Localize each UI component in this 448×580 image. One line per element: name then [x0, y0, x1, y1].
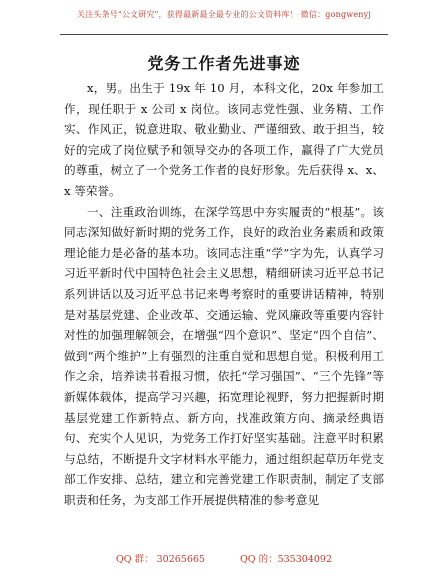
- footer-qq-group: QQ 群： 30265665: [115, 554, 205, 565]
- paragraph-intro: x，男。出生于 19x 年 10 月，本科文化，20x 年参加工作，现任职于 x 公司 x 岗位。该同志党性强、业务精、工作实、作风正，锐意进取、敬业勤业、严谨细致、敢于担当，较好的完成了岗位赋予和领导交办的各项工作，赢得了广大党员的尊重，树立了一个党务工作者的良好形象。先后获得 x、x、x 等荣誉。: [64, 81, 384, 198]
- header-note: 关注头条号"公文研究"，获得最新最全最专业的公文资料库！ 微信：gongwenyj: [76, 10, 372, 19]
- paragraph-political-training: 一、注重政治训练，在深学笃思中夯实履责的“根基”。该同志深知做好新时期的党务工作，良好的政治业务素质和政策理论能力是必备的基本功。该同志注重“学”字为先，认真学习习近平新时代中国特色社会主义思想，精细研读习近平总书记系列讲话以及习近平总书记来粤考察时的重要讲话精神，特别是对基层党建、企业改革、交通运输、党风廉政等重要内容针对性的加强理解领会，在增强“四个意识”、坚定“四个自信”、做到“两个维护”上有强烈的注重自觉和思想自觉。积极利用工作之余，培养读书看报习惯，依托“学习强国”、“三个先锋”等新媒体载体，提高学习兴趣，拓宽理论视野，努力把握新时期基层党建工作新特点、新方向，找准政策方向、摘录经典语句、充实个人见识，为党务工作打好坚实基础。注意平时积累与总结，不断提升文字材料水平能力，通过组织起草历年党支部工作安排、总结，建立和完善党建工作职责制，制定了支部职责和任务，为支部工作开展提供精准的参考意见: [64, 204, 384, 507]
- header-divider: [60, 34, 388, 35]
- footer: [0, 551, 448, 565]
- document-title: 党务工作者先进事迹: [147, 54, 301, 73]
- document-body: [64, 78, 384, 510]
- footer-qq-contact: QQ 的：535304092: [240, 554, 332, 565]
